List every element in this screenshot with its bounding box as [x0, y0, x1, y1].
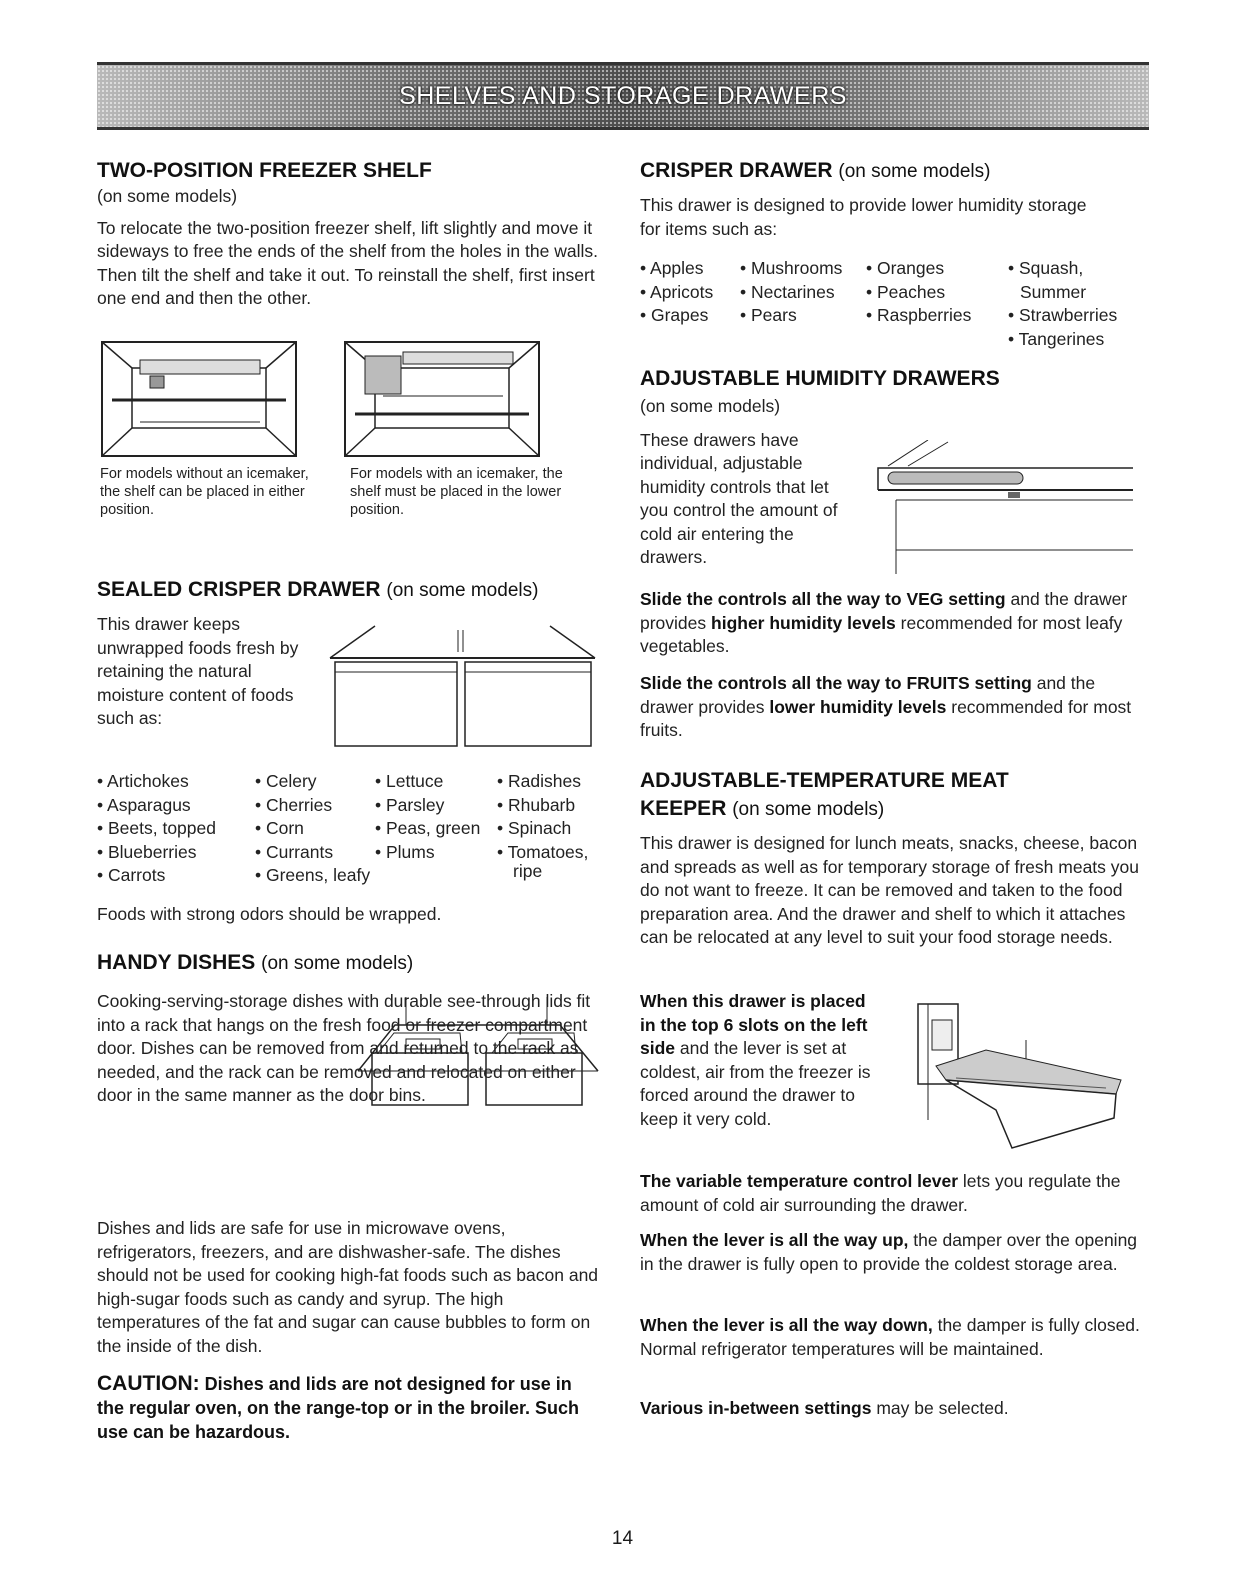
freezer-shelf-caption-left: For models without an icemaker, the shelf can be placed in either position. — [100, 466, 309, 518]
meat-heading: ADJUSTABLE-TEMPERATURE MEAT — [640, 769, 1009, 792]
list-item: • Beets, topped — [97, 818, 216, 838]
settings-text: may be selected. — [871, 1398, 1009, 1418]
list-item: • Nectarines — [740, 281, 835, 302]
list-item: • Currants — [255, 841, 334, 862]
meat-keeper-section — [640, 768, 1150, 950]
list-item — [740, 328, 866, 352]
list-item — [375, 864, 497, 888]
handy-dishes-heading: HANDY DISHES — [97, 951, 256, 974]
fruit-text-2: recommended for most fruits. — [640, 696, 1132, 740]
humidity-text: These drawers have individual, adjustable humidity controls that let you control the amount of cold air entering the drawers. — [640, 429, 838, 567]
fruit-bold-1: Slide the controls all the way to FRUITS setting — [640, 673, 1032, 693]
sealed-crisper-illustration — [325, 622, 600, 750]
lever-bold: The variable temperature control lever — [640, 1171, 959, 1191]
humidity-sub: (on some models) — [640, 396, 781, 416]
list-item: • Blueberries — [97, 841, 197, 862]
sealed-crisper-list — [97, 770, 612, 888]
crisper-list — [640, 257, 1148, 351]
lever-up-bold: When the lever is all the way up, — [640, 1230, 909, 1250]
list-item: • Cherries — [255, 794, 333, 815]
list-item: ripe — [513, 861, 543, 881]
sealed-crisper-note: Foods with strong odors should be wrapped. — [97, 904, 442, 924]
banner-title: SHELVES AND STORAGE DRAWERS — [399, 81, 847, 110]
list-item — [866, 328, 1008, 352]
crisper-section — [640, 158, 1150, 241]
list-item: • Spinach — [497, 818, 572, 838]
handy-dishes-section — [97, 950, 612, 976]
crisper-heading: CRISPER DRAWER — [640, 159, 833, 182]
list-item: • Peas, green — [375, 818, 481, 838]
list-item: • Rhubarb — [497, 794, 576, 815]
list-item: • Grapes — [640, 305, 709, 325]
handy-dishes-text2: Dishes and lids are safe for use in microwave ovens, refrigerators, freezers, and are dishwasher-safe. The dishes should not be used for cooking high-fat foods such as bacon and high-sugar foods such as candy and syrup. The high temperatures of the fat and sugar can cause bubbles to form on the inside of the dish. — [97, 1218, 599, 1356]
list-item: • Carrots — [97, 865, 166, 885]
list-item — [640, 328, 740, 352]
crisper-sub: (on some models) — [838, 161, 991, 182]
page-number: 14 — [611, 1528, 634, 1549]
list-item: • Apples — [640, 258, 704, 278]
list-item: • Corn — [255, 818, 304, 838]
veg-bold-1: Slide the controls all the way to VEG setting — [640, 589, 1006, 609]
freezer-shelf-illustration-right — [343, 340, 541, 458]
freezer-shelf-sub: (on some models) — [97, 186, 238, 206]
list-item: • Tomatoes, — [497, 841, 589, 862]
meat-text: This drawer is designed for lunch meats, snacks, cheese, bacon and spreads as well as for temporary storage of fresh meats you do not want to freeze. It can be removed and taken to the food preparation area. And the drawer and shelf to which it attaches can be relocated at any level to suit your food storage needs. — [640, 833, 1139, 947]
meat-sub: (on some models) — [732, 799, 885, 820]
settings-bold: Various in-between settings — [640, 1398, 872, 1418]
veg-text-1: and the drawer provides — [640, 589, 1128, 633]
fruit-text-1: and the drawer provides — [640, 673, 1096, 717]
list-item: • Peaches — [866, 281, 946, 302]
veg-bold-2: higher humidity levels — [711, 612, 896, 633]
humidity-drawer-illustration — [868, 440, 1133, 580]
meat-keeper-illustration — [916, 1000, 1126, 1150]
list-item: • Apricots — [640, 281, 714, 302]
list-item: • Mushrooms — [740, 258, 843, 278]
list-item: • Strawberries — [1008, 305, 1118, 325]
list-item: • Greens, leafy — [255, 865, 371, 885]
caution-label: CAUTION: — [97, 1372, 200, 1395]
section-banner — [97, 62, 1149, 130]
list-item: • Pears — [740, 305, 797, 325]
lever-down-text: the damper is fully closed. Normal refrigerator temperatures will be maintained. — [640, 1315, 1140, 1359]
sealed-crisper-sub: (on some models) — [386, 580, 539, 601]
humidity-heading: ADJUSTABLE HUMIDITY DRAWERS — [640, 367, 1000, 390]
lever-text: lets you regulate the amount of cold air surrounding the drawer. — [640, 1171, 1121, 1215]
list-item: • Asparagus — [97, 794, 191, 815]
meat-top-bold: When this drawer is placed in the top 6 slots on the left side — [640, 991, 868, 1058]
handy-dishes-sub: (on some models) — [261, 953, 414, 974]
meat-heading-2: KEEPER — [640, 797, 727, 820]
caution-text: Dishes and lids are not designed for use in the regular oven, on the range-top or in the broiler. Such use can be hazardous. — [97, 1374, 580, 1442]
fruit-bold-2: lower humidity levels — [769, 696, 947, 717]
list-item: • Oranges — [866, 258, 945, 278]
meat-top-text: and the lever is set at coldest, air from the freezer is forced around the drawer to keep it very cold. — [640, 1038, 871, 1129]
freezer-shelf-illustration-left — [100, 340, 298, 458]
list-item: • Raspberries — [866, 305, 972, 325]
handy-dishes-text: Cooking-serving-storage dishes with durable see-through lids fit into a rack that hangs on the fresh food or freezer compartment door. Dishes can be removed from and returned to the rack as needed, and the rack can be removed and relocated on either door in the same manner as the door bins. — [97, 991, 591, 1105]
veg-text-2: recommended for most leafy vegetables. — [640, 612, 1123, 656]
lever-down-bold: When the lever is all the way down, — [640, 1315, 933, 1335]
sealed-crisper-heading: SEALED CRISPER DRAWER — [97, 578, 381, 601]
list-item: Summer — [1020, 281, 1087, 302]
freezer-shelf-text: To relocate the two-position freezer shelf, lift slightly and move it sideways to free the ends of the shelf from the holes in the walls. Then tilt the shelf and take it out. To reinstall the shelf, first insert one end and then the other. — [97, 217, 598, 308]
freezer-shelf-section — [97, 158, 607, 311]
crisper-text: This drawer is designed to provide lower humidity storage for items such as: — [640, 195, 1087, 239]
list-item: • Radishes — [497, 771, 581, 791]
list-item: • Lettuce — [375, 771, 444, 791]
list-item: • Parsley — [375, 794, 445, 815]
list-item: • Plums — [375, 841, 435, 862]
freezer-shelf-heading: TWO-POSITION FREEZER SHELF — [97, 159, 432, 182]
list-item: • Artichokes — [97, 771, 189, 791]
freezer-shelf-caption-right: For models with an icemaker, the shelf must be placed in the lower position. — [350, 466, 563, 518]
sealed-crisper-text: This drawer keeps unwrapped foods fresh by retaining the natural moisture content of foods such as: — [97, 614, 299, 728]
lever-up-text: the damper over the opening in the drawer is fully open to provide the coldest storage area. — [640, 1230, 1138, 1274]
list-item: • Tangerines — [1008, 328, 1105, 349]
list-item: • Squash, — [1008, 258, 1084, 278]
list-item: • Celery — [255, 771, 317, 791]
